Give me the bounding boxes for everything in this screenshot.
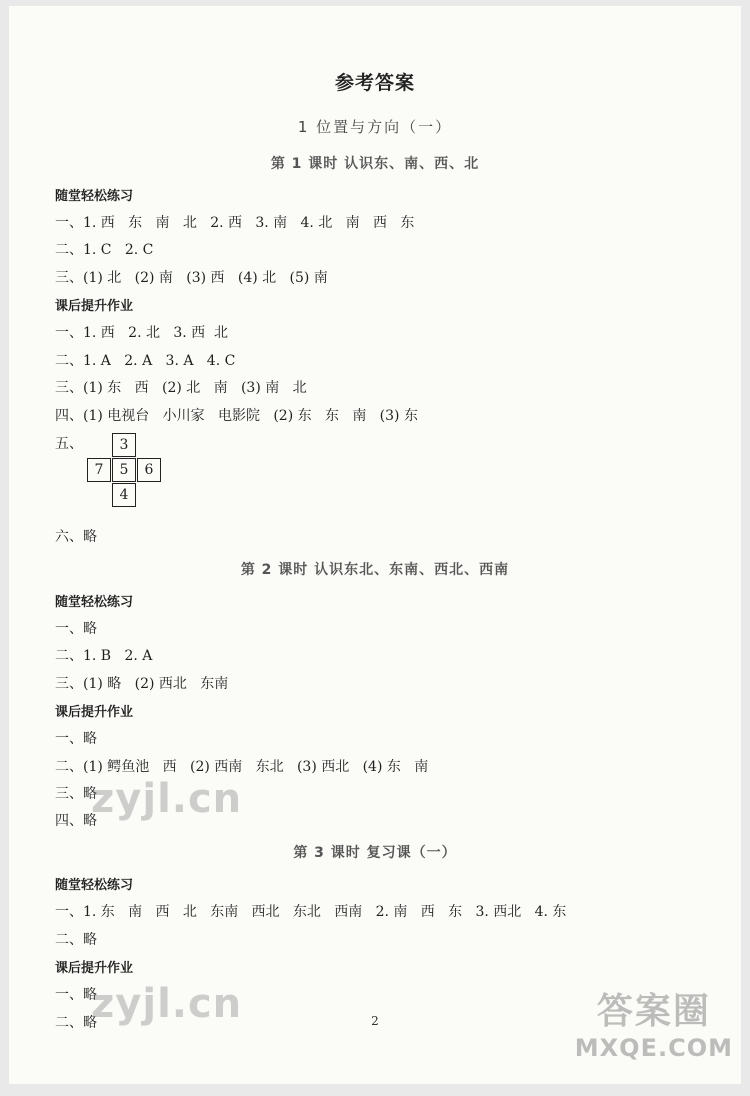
answer-line: 二、1. A 2. A 3. A 4. C (55, 353, 236, 369)
grid-cell-left: 7 (87, 458, 111, 482)
grid-cell-right: 6 (137, 458, 161, 482)
answer-line: 二、1. C 2. C (55, 242, 154, 258)
section-practice-1: 随堂轻松练习 (55, 189, 134, 204)
answer-line: 三、(1) 北 (2) 南 (3) 西 (4) 北 (5) 南 (55, 270, 328, 286)
lesson-1-heading: 第 1 课时 认识东、南、西、北 (270, 156, 480, 172)
answer-line: 一、1. 东 南 西 北 东南 西北 东北 西南 2. 南 西 东 3. 西北 4. 东 (55, 904, 567, 920)
answer-line: 四、略 (55, 813, 97, 829)
watermark: zyjl.cn (91, 776, 243, 822)
answer-line: 一、1. 西 2. 北 3. 西 北 (55, 325, 229, 341)
answer-line: 三、(1) 东 西 (2) 北 南 (3) 南 北 (55, 380, 307, 396)
answer-line: 六、略 (55, 529, 97, 545)
answer-line: 三、略 (55, 786, 97, 802)
answer-line: 一、略 (55, 731, 97, 747)
answer-line: 五、 (55, 436, 83, 452)
section-homework-2: 课后提升作业 (55, 705, 134, 720)
lesson-3-heading: 第 3 课时 复习课（一） (293, 845, 457, 861)
section-practice-2: 随堂轻松练习 (55, 595, 134, 610)
answer-line: 二、略 (55, 1015, 97, 1031)
answer-line: 四、(1) 电视台 小川家 电影院 (2) 东 东 南 (3) 东 (55, 408, 418, 424)
page-title: 参考答案 (334, 72, 415, 94)
watermark: zyjl.cn (91, 981, 243, 1027)
answer-line: 二、略 (55, 932, 97, 948)
page-number: 2 (371, 1014, 379, 1028)
unit-heading: 1 位置与方向（一） (297, 118, 453, 136)
grid-cell-top: 3 (112, 433, 136, 457)
site-logo-watermark (575, 983, 733, 1062)
section-homework-1: 课后提升作业 (55, 299, 134, 314)
lesson-2-heading: 第 2 课时 认识东北、东南、西北、西南 (240, 562, 510, 578)
answer-line: 二、(1) 鳄鱼池 西 (2) 西南 东北 (3) 西北 (4) 东 南 (55, 759, 429, 775)
section-homework-3: 课后提升作业 (55, 961, 134, 976)
grid-cell-bottom: 4 (112, 483, 136, 507)
grid-cell-center: 5 (112, 458, 136, 482)
section-practice-3: 随堂轻松练习 (55, 878, 134, 893)
answer-line: 一、1. 西 东 南 北 2. 西 3. 南 4. 北 南 西 东 (55, 215, 415, 231)
answer-line: 一、略 (55, 621, 97, 637)
logo-sub-text: MXQE.COM (574, 1034, 733, 1062)
answer-page (9, 6, 741, 1084)
direction-grid (87, 433, 163, 508)
logo-main-text: 答案圈 (596, 991, 711, 1032)
answer-line: 一、略 (55, 987, 97, 1003)
answer-line: 三、(1) 略 (2) 西北 东南 (55, 676, 229, 692)
answer-line: 二、1. B 2. A (55, 648, 153, 664)
